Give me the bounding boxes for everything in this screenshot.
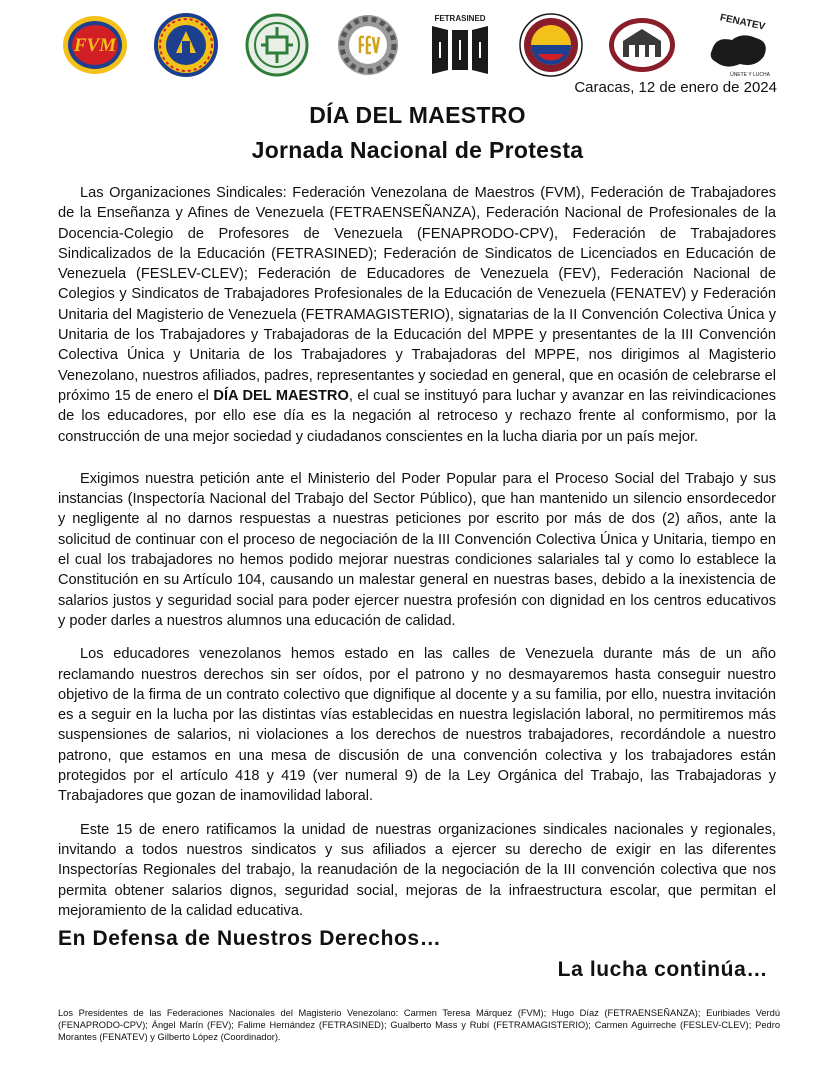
fenatev-logo <box>698 12 780 78</box>
fetrasined-logo <box>425 12 495 78</box>
fvm-logo <box>60 12 130 78</box>
fev-logo <box>333 12 403 78</box>
paragraph-1-end: , el cual se instituyó para luchar y avanzar en las reivindicaciones de los educadores, por ello ese día es la negación al retroceso y rechazo frente al conformismo, por la construcción de una mejor sociedad y ciudadanos conscientes en la lucha diaria por un país mejor. <box>58 387 777 445</box>
document-title: DÍA DEL MAESTRO <box>309 102 526 128</box>
fvm-logo-text: FVM <box>73 35 117 56</box>
fetrasined-logo-text: FETRASINED <box>434 14 486 23</box>
logo-row <box>60 10 780 80</box>
document-date: Caracas, 12 de enero de 2024 <box>574 79 777 96</box>
document-body <box>58 183 776 921</box>
signatories-footer: Los Presidentes de las Federaciones Nacionales del Magisterio Venezolano: Carmen Teresa Márquez (FVM); Hugo Díaz (FETRAENSEÑANZA); Euribiades Verdú (FENAPRODO-CPV); Ángel Marín (FEV); Falime Hernández (FETRASINED); Gualberto Mass y Rubí (FETRAMAGISTERIO); Carmen Aguirreche (FESLEV-CLEV); Pedro Morantes (FENATEV) y Gilberto López (Coordinador). <box>58 1008 780 1043</box>
slogan-defense: En Defensa de Nuestros Derechos… <box>58 927 442 950</box>
paragraph-1-bold: DÍA DEL MAESTRO <box>213 387 349 404</box>
paragraph-1-intro: Las Organizaciones Sindicales: Federación Venezolana de Maestros (FVM), Federación de Trabajadores de la Enseñanza y Afines de Venezuela (FETRAENSEÑANZA), Federación Nacional de Profesionales de la Docencia-Colegio de Profesores de Venezuela (FENAPRODO-CPV), Federación de Trabajadores Sindicalizados de la Educación (FETRASINED); Federación de Sindicatos de Licenciados en Educación de Venezuela (FESLEV-CLEV); Federación de Educadores de Venezuela (FEV), Federación Nacional de Colegios y Sindicatos de Trabajadores Profesionales de la Educación de Venezuela (FENATEV) y Federación Unitaria del Magisterio de Venezuela (FETRAMAGISTERIO), signatarias de la II Convención Colectiva Única y Unitaria de los Trabajadores y Trabajadoras de la Educación del MPPE y presentantes de la III Convención Colectiva Única y Unitaria de los Trabajadores y Trabajadoras del MPPE, nos dirigimos al Magisterio Venezolano, nuestros afiliados, padres, representantes y sociedad en general, que en ocasión de celebrarse el próximo 15 de enero el <box>58 185 777 404</box>
paragraph-2: Exigimos nuestra petición ante el Ministerio del Poder Popular para el Proceso Social del Trabajo y sus instancias (Inspectoría Nacional del Trabajo del Sector Público), que han mantenido un silencio ensordecedor y negligente al no darnos respuestas a nuestras peticiones por escrito por más de dos (2) años, ante la solicitud de continuar con el proceso de negociación de la III Convención Colectiva Única y Unitaria, tiempo en el cual los trabajadores no hemos podido mejorar nuestras condiciones salariales tal y como lo establece la Constitución en su Artículo 104, causando un malestar general en nuestras bases, debido a la inexistencia de salarios justos y seguridad social para poder ejercer nuestra profesión con dignidad en los centros educativos y poder darles a nuestros alumnos una educación de calidad. <box>58 470 776 629</box>
slogan-struggle: La lucha continúa… <box>557 958 768 981</box>
fetramagisterio-logo <box>516 12 586 78</box>
fenatev-motto-text: ÚNETE Y LUCHA <box>730 72 770 78</box>
fenatev-logo-text: FENATEV <box>718 12 767 33</box>
fetraensenanza-logo <box>151 12 221 78</box>
paragraph-1 <box>58 183 776 447</box>
document-subtitle: Jornada Nacional de Protesta <box>251 137 584 163</box>
fenaprodo-logo <box>242 12 312 78</box>
paragraph-4: Este 15 de enero ratificamos la unidad de nuestras organizaciones sindicales nacionales y regionales, invitando a todos nuestros sindicatos y sus afiliados a ejercer su derecho de exigir en las diferentes Inspectorías Regionales del trabajo, la reanudación de la negociación de la III convención colectiva que nos permita obtener salarios dignos, seguridad social, mejoras de la infraestructura escolar, que permitan el mejoramiento de la calidad educativa. <box>58 821 776 919</box>
feslev-clev-logo <box>607 12 677 78</box>
paragraph-3: Los educadores venezolanos hemos estado en las calles de Venezuela durante más de un año reclamando nuestros derechos sin ser oídos, por el patrono y no desmayaremos hasta conseguir nuestro objetivo de la firma de un contrato colectivo que dignifique al docente y a su familia, por ello, nuestra invitación es a seguir en la lucha por las distintas vías establecidas en nuestra legislación laboral, no permitiremos más suspensiones de salarios, ni violaciones a los derechos de nuestros trabajadores, recordándole a nuestro patrono, que estamos en una mesa de discusión de una convención colectiva y los trabajadores están protegidos por el artículo 418 y 419 (ver numeral 9) de la Ley Orgánica del Trabajo, las Trabajadoras y Trabajadores que gozan de inamovilidad laboral. <box>58 646 776 805</box>
